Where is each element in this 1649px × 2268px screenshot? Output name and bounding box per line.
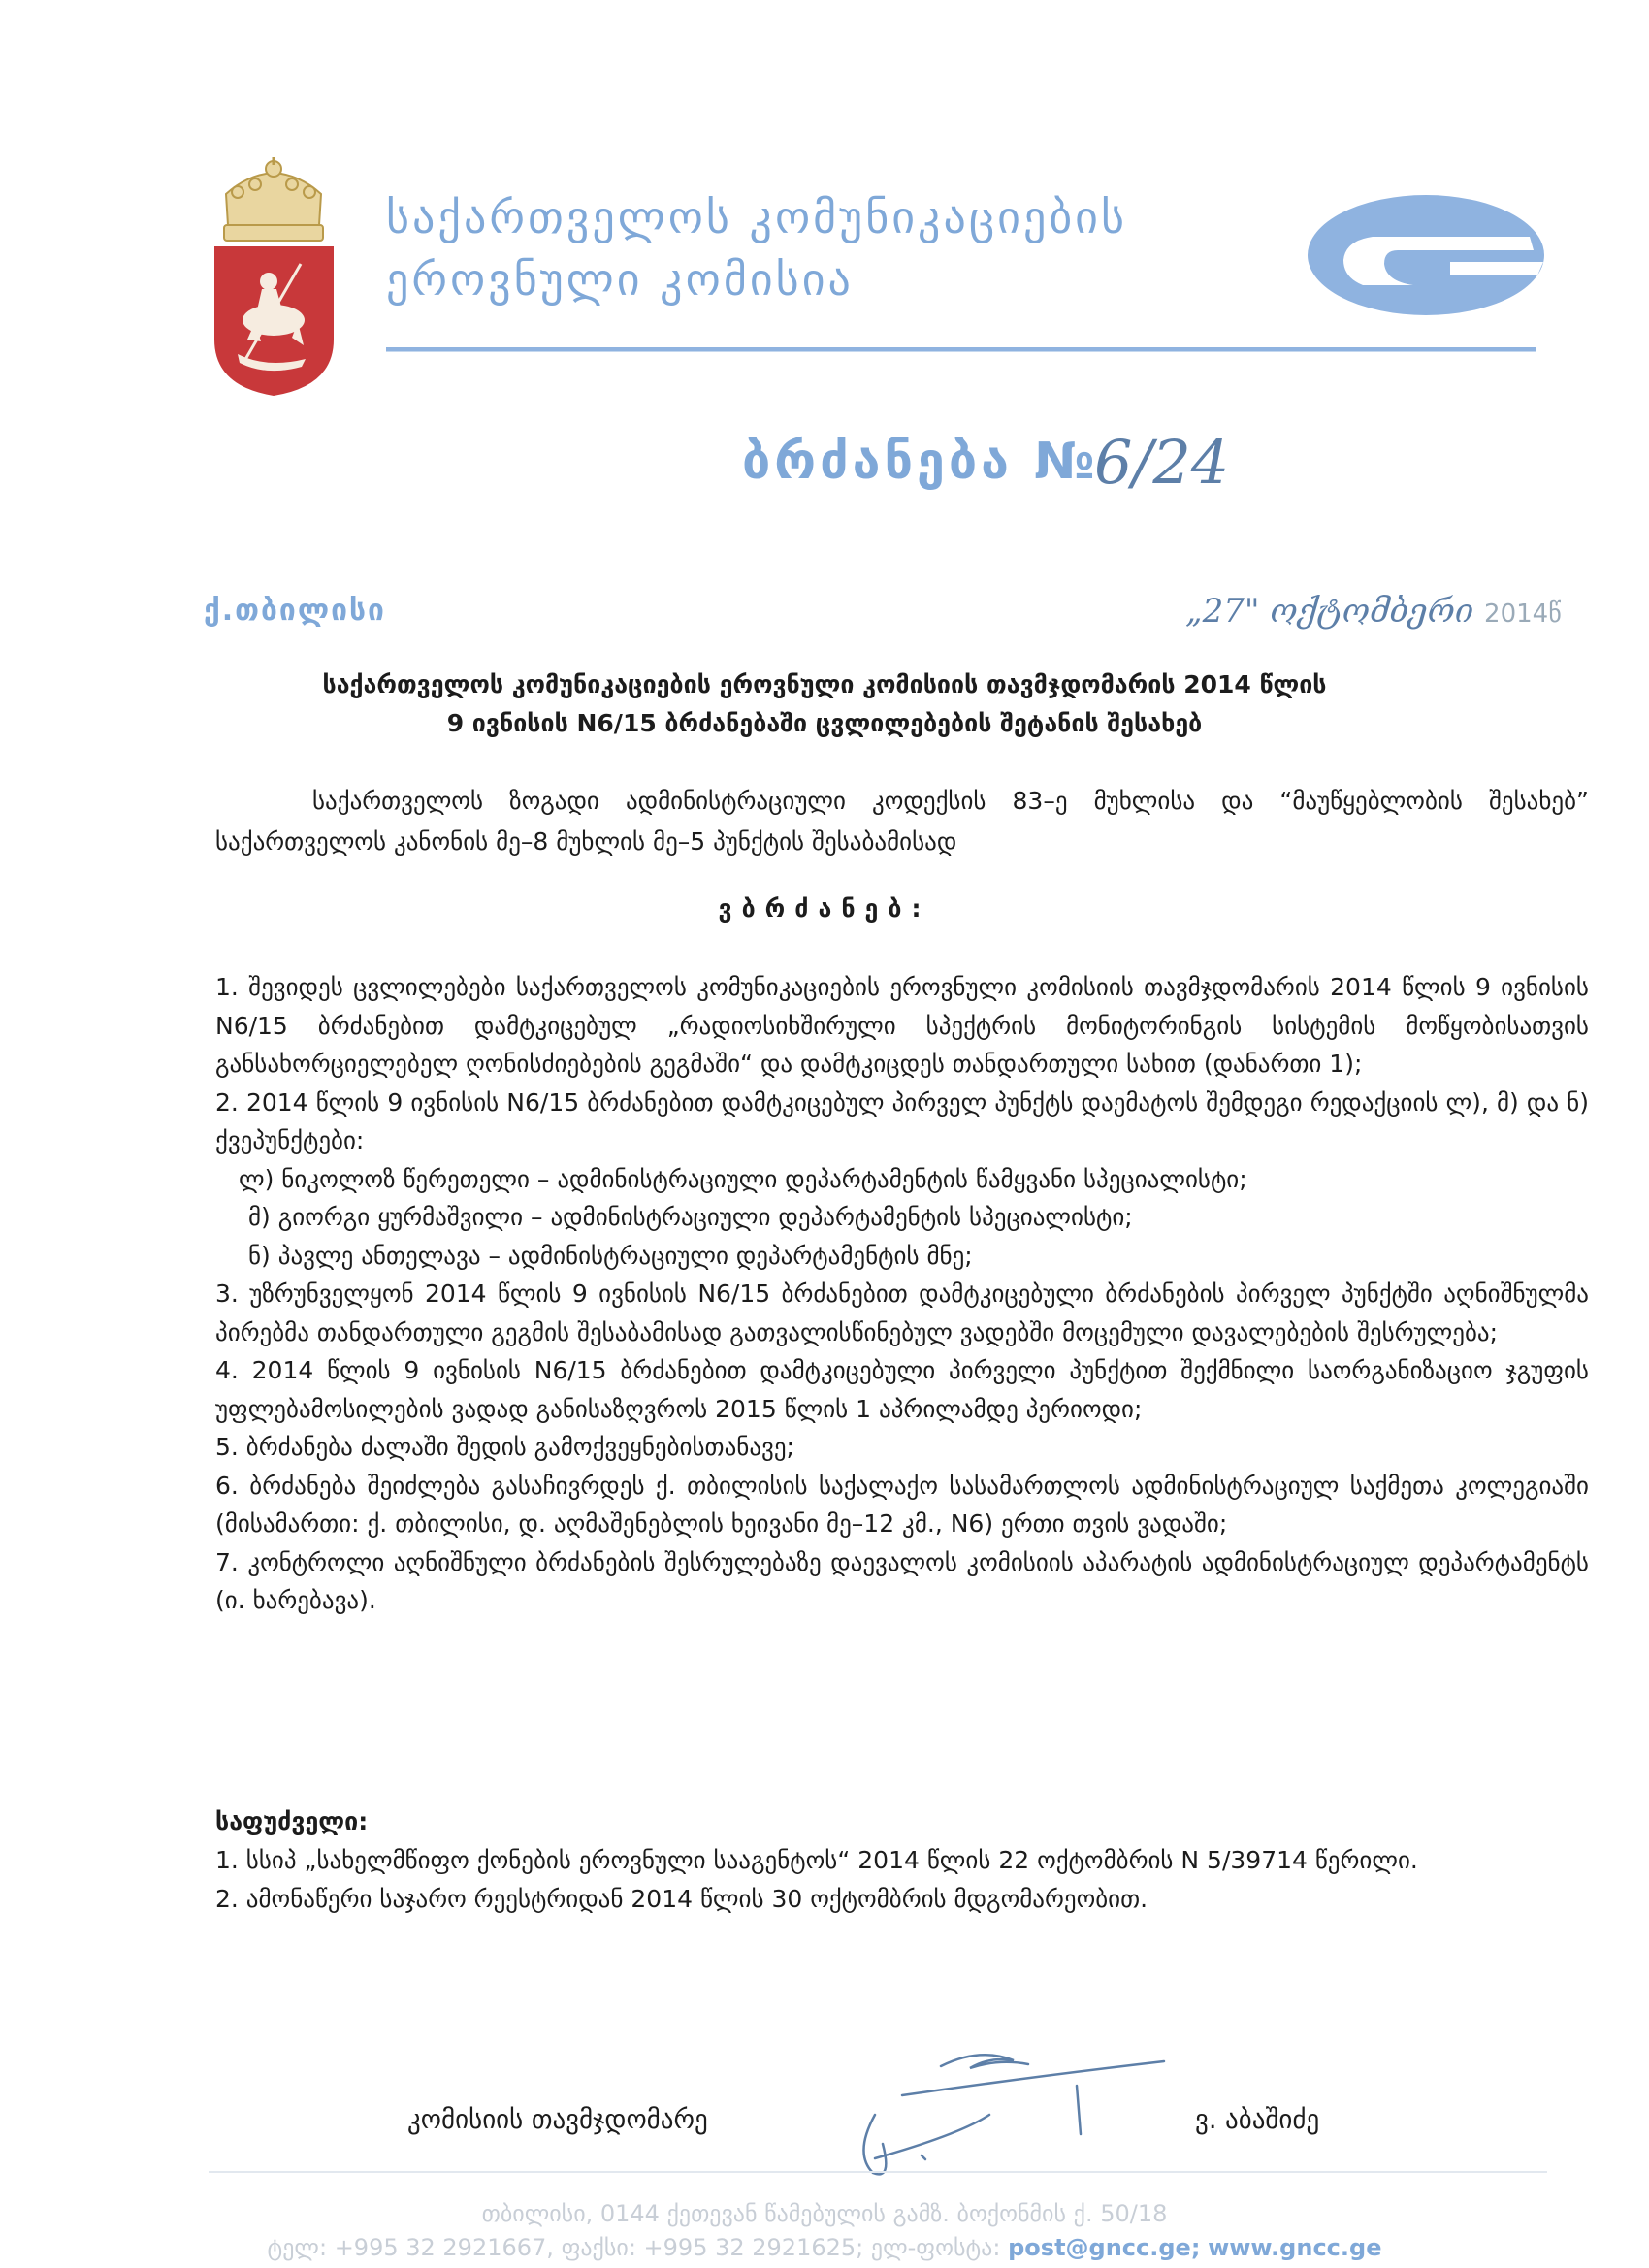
decree-item-2: 2. 2014 წლის 9 ივნისის N6/15 ბრძანებით დამტკიცებულ პირველ პუნქტს დაემატოს შემდეგი რედაქციის ლ), მ) და ნ) ქვეპუნქტები: — [215, 1087, 1589, 1154]
website-link[interactable]: www.gncc.ge — [1208, 2234, 1382, 2261]
organization-name — [386, 186, 1127, 310]
organization-name-line2: ეროვნული კომისია — [386, 253, 854, 306]
document-date — [1185, 592, 1562, 631]
basis-item-1: 1. სსიპ „სახელმწიფო ქონების ეროვნული სააგენტოს“ 2014 წლის 22 ოქტომბრის N 5/39714 წერილი. — [215, 1846, 1418, 1874]
subject-line2: 9 ივნისის N6/15 ბრძანებაში ცვლილებების შეტანის შესახებ — [446, 709, 1203, 737]
footer-contacts — [0, 2234, 1649, 2261]
email-link[interactable]: post@gncc.ge; — [1008, 2234, 1201, 2261]
decree-heading: ვბრძანებ: — [718, 894, 931, 923]
decree-subitem-l: ლ) ნიკოლოზ წერეთელი – ადმინისტრაციული დეპარტამენტის წამყვანი სპეციალისტი; — [239, 1164, 1247, 1193]
date-year: 2014წ — [1484, 599, 1562, 629]
fax-number: +995 32 2921625; — [643, 2234, 864, 2261]
decree-subitem-m: მ) გიორგი ყურმაშვილი – ადმინისტრაციული დეპარტამენტის სპეციალისტი; — [248, 1203, 1133, 1231]
signatory-role: კომისიის თავმჯდომარე — [407, 2105, 708, 2135]
order-number: 6/24 — [1094, 427, 1230, 498]
decree-items — [215, 968, 1589, 1620]
coat-of-arms-icon — [209, 155, 340, 398]
subject-line1: საქართველოს კომუნიკაციების ეროვნული კომისიის თავმჯდომარის 2014 წლის — [322, 670, 1327, 698]
footer-divider — [209, 2171, 1547, 2173]
phone-label: ტელ: — [267, 2234, 328, 2261]
date-month: ოქტომბერი — [1270, 592, 1474, 631]
gncc-logo-icon — [1305, 192, 1547, 318]
header-divider — [386, 347, 1536, 352]
signatory-name: ვ. აბაშიძე — [1195, 2105, 1320, 2135]
decree-item-3: 3. უზრუნველყონ 2014 წლის 9 ივნისის N6/15 ბრძანებით დამტკიცებული ბრძანების პირველ პუნქტში აღნიშნულმა პირებმა თანდართული გეგმის შესაბამისად გათვალისწინებულ ვადებში მოცემული დავალებების შესრულება; — [215, 1280, 1589, 1346]
handwritten-signature-icon — [844, 2018, 1251, 2183]
preamble-paragraph: საქართველოს ზოგადი ადმინისტრაციული კოდექსის 83–ე მუხლისა და “მაუწყებლობის შესახებ” საქართველოს კანონის მე–8 მუხლის მე–5 პუნქტის შესაბამისად — [215, 787, 1589, 856]
document-subject — [194, 665, 1455, 743]
fax-label: ფაქსი: — [561, 2234, 636, 2261]
city-label: ქ.თბილისი — [204, 594, 386, 628]
order-title: ბრძანება № — [742, 433, 1099, 491]
organization-name-line1: საქართველოს კომუნიკაციების — [386, 191, 1127, 243]
decree-item-1: 1. შევიდეს ცვლილებები საქართველოს კომუნიკაციების ეროვნული კომისიის თავმჯდომარის 2014 წლის 9 ივნისის N6/15 ბრძანებით დამტკიცებულ „რადიოსიხშირული სპექტრის მონიტორინგის სისტემის მოწყობისათვის განსახორციელებელ ღონისძიებების გეგმაში“ და დამტკიცდეს თანდართული სახით (დანართი 1); — [215, 973, 1589, 1078]
date-day: „27" — [1185, 592, 1260, 631]
basis-section — [215, 1802, 1589, 1919]
phone-number: +995 32 2921667, — [334, 2234, 554, 2261]
decree-item-4: 4. 2014 წლის 9 ივნისის N6/15 ბრძანებით დამტკიცებული პირველი პუნქტით შექმნილი საორგანიზაციო ჯგუფის უფლებამოსილების ვადად განისაზღვროს 2015 წლის 1 აპრილამდე პერიოდი; — [215, 1356, 1589, 1423]
decree-subitem-n: ნ) პავლე ანთელავა – ადმინისტრაციული დეპარტამენტის მნე; — [248, 1241, 973, 1270]
email-label: ელ-ფოსტა: — [870, 2234, 1001, 2261]
footer-address: თბილისი, 0144 ქეთევან წამებულის გამზ. ბოქონმის ქ. 50/18 — [481, 2200, 1168, 2227]
decree-item-6: 6. ბრძანება შეიძლება გასაჩივრდეს ქ. თბილისის საქალაქო სასამართლოს ადმინისტრაციულ საქმეთა კოლეგიაში (მისამართი: ქ. თბილისი, დ. აღმაშენებლის ხეივანი მე–12 კმ., N6) ერთი თვის ვადაში; — [215, 1471, 1589, 1538]
decree-item-5: 5. ბრძანება ძალაში შედის გამოქვეყნებისთანავე; — [215, 1433, 794, 1461]
decree-item-7: 7. კონტროლი აღნიშნული ბრძანების შესრულებაზე დაევალოს კომისიის აპარატის ადმინისტრაციულ დეპარტამენტს (ი. ხარებავა). — [215, 1547, 1589, 1614]
basis-heading: საფუძველი: — [215, 1807, 369, 1835]
basis-item-2: 2. ამონაწერი საჯარო რეესტრიდან 2014 წლის 30 ოქტომბრის მდგომარეობით. — [215, 1885, 1148, 1913]
